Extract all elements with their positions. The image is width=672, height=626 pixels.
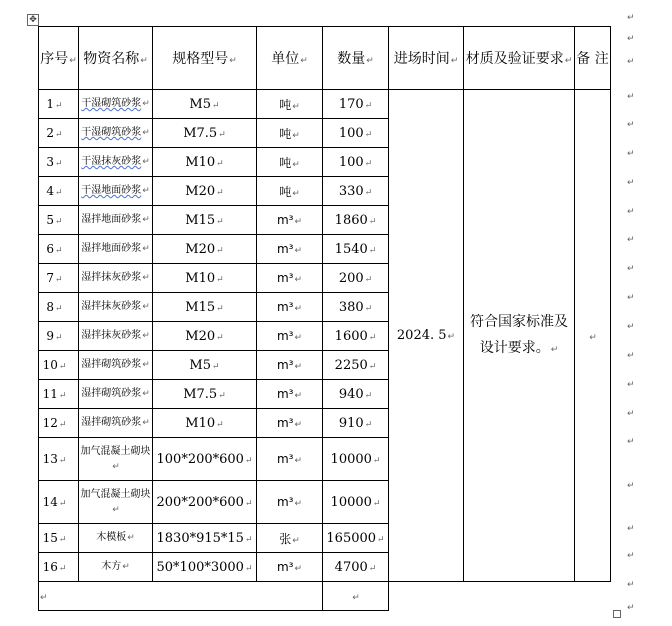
spec-cell: M10↵ [153, 264, 257, 293]
seq-cell: 8↵ [39, 293, 79, 322]
unit-cell: m³↵ [257, 293, 323, 322]
name-cell: 湿拌砌筑砂浆↵ [79, 351, 153, 380]
spec-cell: M15↵ [153, 206, 257, 235]
col-header-qty: 数量↵ [323, 27, 389, 90]
qty-cell: 100↵ [323, 119, 389, 148]
name-cell: 干湿砌筑砂浆↵ [79, 90, 153, 119]
spec-cell: M10↵ [153, 148, 257, 177]
spec-cell: M20↵ [153, 177, 257, 206]
spec-cell: M5↵ [153, 351, 257, 380]
unit-cell: 张↵ [257, 524, 323, 553]
seq-cell: 7↵ [39, 264, 79, 293]
unit-cell: m³↵ [257, 351, 323, 380]
unit-cell: m³↵ [257, 380, 323, 409]
qty-cell: 1860↵ [323, 206, 389, 235]
name-cell: 木模板↵ [79, 524, 153, 553]
qty-cell: 380↵ [323, 293, 389, 322]
qty-cell: 165000↵ [323, 524, 389, 553]
name-cell: 加气混凝土砌块↵ [79, 481, 153, 524]
unit-cell: m³↵ [257, 322, 323, 351]
col-header-entry-time: 进场时间↵ [389, 27, 464, 90]
name-cell: 湿拌抹灰砂浆↵ [79, 322, 153, 351]
qty-cell: 10000↵ [323, 481, 389, 524]
remark-cell: ↵ [575, 90, 611, 582]
table-resize-handle-icon[interactable] [613, 610, 621, 618]
spec-cell: 1830*915*15↵ [153, 524, 257, 553]
seq-cell: 14↵ [39, 481, 79, 524]
qty-cell: 1600↵ [323, 322, 389, 351]
seq-cell: 5↵ [39, 206, 79, 235]
qty-cell: 2250↵ [323, 351, 389, 380]
qty-cell: 1540↵ [323, 235, 389, 264]
requirement-line-2: 设计要求。↵ [479, 339, 559, 356]
qty-cell: 10000↵ [323, 438, 389, 481]
qty-cell: 100↵ [323, 148, 389, 177]
table-move-handle-icon[interactable]: ✥ [27, 14, 39, 26]
name-cell: 干湿地面砂浆↵ [79, 177, 153, 206]
requirement-cell [464, 90, 575, 582]
name-cell: 干湿砌筑砂浆↵ [79, 119, 153, 148]
table-footer-row [39, 582, 611, 611]
requirement-line-1: 符合国家标准及 [470, 313, 568, 330]
seq-cell: 11↵ [39, 380, 79, 409]
spec-cell: M20↵ [153, 235, 257, 264]
seq-cell: 4↵ [39, 177, 79, 206]
qty-cell: 4700↵ [323, 553, 389, 582]
spec-cell: M5↵ [153, 90, 257, 119]
seq-cell: 10↵ [39, 351, 79, 380]
unit-cell: m³↵ [257, 264, 323, 293]
spec-cell: 50*100*3000↵ [153, 553, 257, 582]
unit-cell: m³↵ [257, 235, 323, 264]
name-cell: 湿拌抹灰砂浆↵ [79, 264, 153, 293]
spec-cell: M10↵ [153, 409, 257, 438]
name-cell: 湿拌砌筑砂浆↵ [79, 380, 153, 409]
unit-cell: m³↵ [257, 553, 323, 582]
name-cell: 湿拌地面砂浆↵ [79, 206, 153, 235]
unit-cell: 吨↵ [257, 177, 323, 206]
qty-cell: 200↵ [323, 264, 389, 293]
footer-empty-cell: ↵ [39, 582, 323, 611]
name-cell: 加气混凝土砌块↵ [79, 438, 153, 481]
name-cell: 干湿抹灰砂浆↵ [79, 148, 153, 177]
seq-cell: 15↵ [39, 524, 79, 553]
seq-cell: 12↵ [39, 409, 79, 438]
name-cell: 湿拌抹灰砂浆↵ [79, 293, 153, 322]
unit-cell: m³↵ [257, 438, 323, 481]
footer-qty-cell: ↵ [323, 582, 389, 611]
spec-cell: M7.5↵ [153, 119, 257, 148]
name-cell: 湿拌砌筑砂浆↵ [79, 409, 153, 438]
row-end-marks: ↵ ↵ ↵ ↵ ↵ ↵ ↵ ↵ ↵ ↵ ↵ ↵ ↵ ↵ ↵ ↵ ↵ ↵ ↵ ↵ ↵ [627, 13, 635, 613]
header-row [39, 27, 611, 90]
seq-cell: 16↵ [39, 553, 79, 582]
col-header-name: 物资名称↵ [79, 27, 153, 90]
unit-cell: 吨↵ [257, 148, 323, 177]
name-cell: 湿拌地面砂浆↵ [79, 235, 153, 264]
qty-cell: 170↵ [323, 90, 389, 119]
spec-cell: M15↵ [153, 293, 257, 322]
col-header-seq: 序号↵ [39, 27, 79, 90]
spec-cell: 200*200*600↵ [153, 481, 257, 524]
materials-table [38, 26, 611, 611]
col-header-requirement: 材质及验证要求↵ [464, 27, 575, 90]
table-row [39, 90, 611, 119]
spec-cell: M20↵ [153, 322, 257, 351]
unit-cell: m³↵ [257, 409, 323, 438]
qty-cell: 330↵ [323, 177, 389, 206]
seq-cell: 1↵ [39, 90, 79, 119]
seq-cell: 13↵ [39, 438, 79, 481]
col-header-remark: 备 注 [575, 27, 611, 90]
seq-cell: 9↵ [39, 322, 79, 351]
qty-cell: 910↵ [323, 409, 389, 438]
col-header-spec: 规格型号↵ [153, 27, 257, 90]
spec-cell: M7.5↵ [153, 380, 257, 409]
seq-cell: 2↵ [39, 119, 79, 148]
unit-cell: m³↵ [257, 481, 323, 524]
seq-cell: 6↵ [39, 235, 79, 264]
spec-cell: 100*200*600↵ [153, 438, 257, 481]
unit-cell: 吨↵ [257, 90, 323, 119]
col-header-unit: 单位↵ [257, 27, 323, 90]
qty-cell: 940↵ [323, 380, 389, 409]
seq-cell: 3↵ [39, 148, 79, 177]
entry-time-cell: 2024. 5↵ [389, 90, 464, 582]
unit-cell: 吨↵ [257, 119, 323, 148]
name-cell: 木方↵ [79, 553, 153, 582]
unit-cell: m³↵ [257, 206, 323, 235]
